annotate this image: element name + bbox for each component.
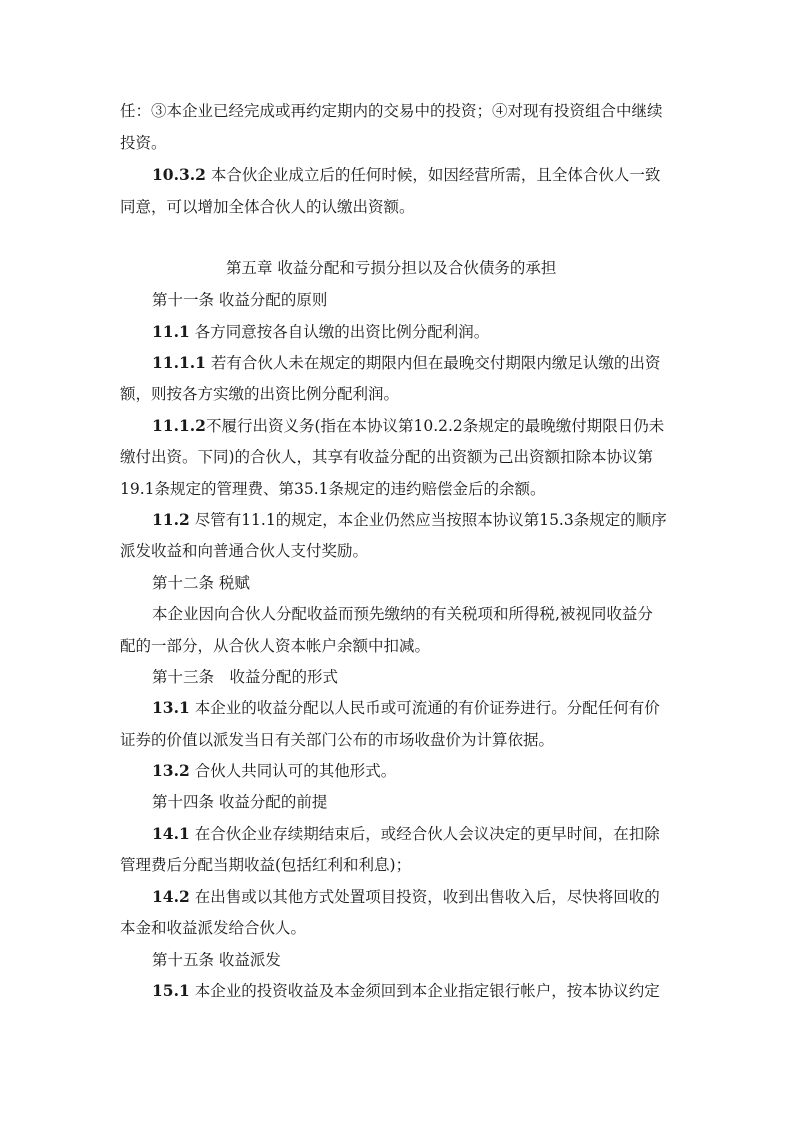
clause-11-2 xyxy=(152,510,667,530)
clause-13-1 xyxy=(152,698,660,718)
paragraph-line: 派发收益和向普通合伙人支付奖励。 xyxy=(120,542,369,560)
paragraph-line: 任：③本企业已经完成或再约定期内的交易中的投资；④对现有投资组合中继续 xyxy=(120,102,663,120)
clause-11-1-2 xyxy=(152,416,664,436)
clause-14-1 xyxy=(152,824,660,844)
clause-14-2 xyxy=(152,887,660,907)
clause-number: 11.1.1 xyxy=(152,353,206,372)
clause-text: 尽管有11.1的规定，本企业仍然应当按照本协议第15.3条规定的顺序 xyxy=(189,511,667,529)
clause-number: 13.2 xyxy=(152,761,190,780)
clause-11-1 xyxy=(152,322,489,342)
clause-number: 13.1 xyxy=(152,698,190,717)
clause-number: 11.1 xyxy=(152,322,190,341)
chapter-heading: 第五章 收益分配和亏损分担以及合伙债务的承担 xyxy=(226,259,557,277)
clause-number: 14.1 xyxy=(152,824,190,843)
paragraph-line: 本企业因向合伙人分配收益而预先缴纳的有关税项和所得税,被视同收益分 xyxy=(152,605,653,623)
clause-number: 11.1.2 xyxy=(152,416,206,435)
clause-number: 15.1 xyxy=(152,981,190,1000)
article-heading: 第十三条 收益分配的形式 xyxy=(152,668,339,686)
article-heading: 第十五条 收益派发 xyxy=(152,951,281,969)
clause-text: 在出售或以其他方式处置项目投资，收到出售收入后，尽快将回收的 xyxy=(189,888,660,906)
clause-13-2 xyxy=(152,761,396,781)
clause-text: 在合伙企业存续期结束后，或经合伙人会议决定的更早时间，在扣除 xyxy=(189,825,660,843)
clause-text: 各方同意按各自认缴的出资比例分配利润。 xyxy=(189,323,490,341)
clause-text: 若有合伙人未在规定的期限内但在最晚交付期限内缴足认缴的出资 xyxy=(205,354,661,372)
clause-10-3-2 xyxy=(152,165,660,185)
article-heading: 第十一条 收益分配的原则 xyxy=(152,291,328,309)
paragraph-line: 证券的价值以派发当日有关部门公布的市场收盘价为计算依据。 xyxy=(120,731,555,749)
paragraph-line: 配的一部分，从合伙人资本帐户余额中扣减。 xyxy=(120,637,431,655)
clause-15-1 xyxy=(152,981,660,1001)
clause-text: 合伙人共同认可的其他形式。 xyxy=(189,762,397,780)
paragraph-line: 本金和收益派发给合伙人。 xyxy=(120,919,307,937)
clause-number: 11.2 xyxy=(152,510,190,529)
paragraph-line: 管理费后分配当期收益(包括红利和利息)； xyxy=(120,856,412,874)
clause-text: 本企业的投资收益及本金须回到本企业指定银行帐户，按本协议约定 xyxy=(189,982,660,1000)
paragraph-line: 投资。 xyxy=(120,134,167,152)
clause-number: 14.2 xyxy=(152,887,190,906)
clause-text: 本企业的收益分配以人民币或可流通的有价证券进行。分配任何有价 xyxy=(189,699,660,717)
article-heading: 第十二条 税赋 xyxy=(152,574,250,592)
paragraph-line: 同意，可以增加全体合伙人的认缴出资额。 xyxy=(120,198,415,216)
article-heading: 第十四条 收益分配的前提 xyxy=(152,793,328,811)
paragraph-line: 额，则按各方实缴的出资比例分配利润。 xyxy=(120,385,400,403)
clause-11-1-1 xyxy=(152,353,660,373)
clause-text: 不履行出资义务(指在本协议第10.2.2条规定的最晚缴付期限日仍未 xyxy=(205,417,665,435)
paragraph-line: 缴付出资。下同)的合伙人，其享有收益分配的出资额为己出资额扣除本协议第 xyxy=(120,448,654,466)
clause-number: 10.3.2 xyxy=(152,165,206,184)
clause-text: 本合伙企业成立后的任何时候，如因经营所需，且全体合伙人一致 xyxy=(205,166,661,184)
paragraph-line: 19.1条规定的管理费、第35.1条规定的违约赔偿金后的余额。 xyxy=(120,480,546,498)
